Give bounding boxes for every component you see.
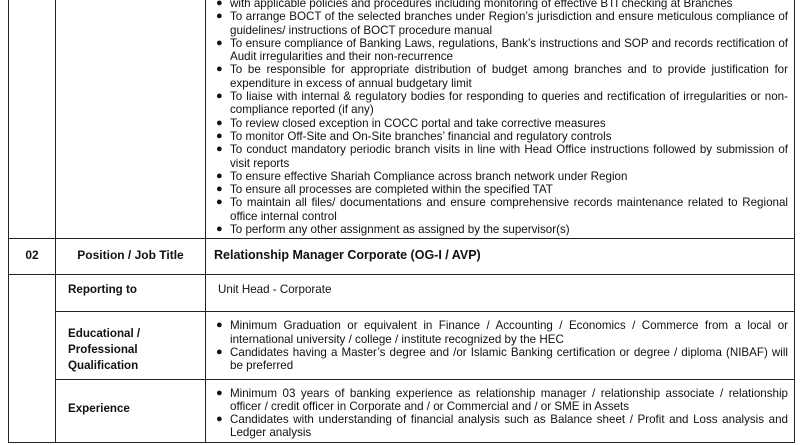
reporting-label: Reporting to — [56, 275, 206, 312]
reporting-value: Unit Head - Corporate — [206, 275, 795, 312]
bullet-text: To monitor Off-Site and On-Site branches’ financial and regulatory controls — [230, 129, 612, 143]
empty-number-cell-merged — [9, 275, 56, 442]
experience-list — [206, 380, 794, 442]
job-advert-table-page — [8, 0, 794, 443]
education-label-line: Qualification — [68, 359, 139, 373]
bullet-dot-icon: ● — [216, 319, 223, 332]
bullet-dot-icon: ● — [216, 116, 223, 129]
bullet-item — [216, 37, 788, 64]
bullet-text: Minimum 03 years of banking experience as relationship manager / relationship associate / relationship officer / credit officer in Corporate and / or Commercial and / or SME in Assets — [230, 386, 788, 413]
bullet-text: To ensure effective Shariah Compliance across branch network under Region — [230, 169, 628, 183]
education-cell — [206, 312, 795, 379]
bullet-dot-icon: ● — [216, 223, 223, 236]
bullet-dot-icon: ● — [216, 143, 223, 156]
bullet-item — [216, 319, 788, 346]
bullet-dot-icon: ● — [216, 90, 223, 103]
position-row — [9, 239, 795, 275]
bullet-dot-icon: ● — [216, 63, 223, 76]
bullet-item — [216, 387, 788, 414]
bullet-dot-icon: ● — [216, 183, 223, 196]
bullet-dot-icon: ● — [216, 386, 223, 399]
bullet-item — [216, 413, 788, 440]
bullet-text: To perform any other assignment as assigned by the supervisor(s) — [230, 223, 570, 237]
experience-cell — [206, 379, 795, 442]
bullet-item — [216, 10, 788, 37]
bullet-dot-icon: ● — [216, 36, 223, 49]
bullet-text: Minimum Graduation or equivalent in Finance / Accounting / Economics / Commerce from a local or international university / college / institute recognized by the HEC — [230, 319, 788, 346]
bullet-text: Candidates with understanding of financial analysis such as Balance sheet / Profit and Loss analysis and Ledger analysis — [230, 413, 788, 440]
bullet-dot-icon: ● — [216, 169, 223, 182]
job-advert-table — [8, 0, 795, 443]
position-number: 02 — [9, 239, 56, 275]
position-title: Relationship Manager Corporate (OG-I / AVP) — [206, 239, 795, 275]
education-list — [206, 312, 794, 378]
experience-label: Experience — [56, 379, 206, 442]
bullet-text: To maintain all files/ documentations and ensure comprehensive records maintenance related to Regional office internal control — [230, 196, 788, 223]
bullet-item — [216, 143, 788, 170]
responsibilities-row — [9, 0, 795, 239]
position-label: Position / Job Title — [56, 239, 206, 275]
empty-label-cell — [56, 0, 206, 239]
bullet-text: To ensure all processes are completed within the specified TAT — [230, 183, 553, 197]
experience-row — [9, 379, 795, 442]
bullet-item — [216, 117, 788, 130]
education-label-line: Professional — [68, 343, 138, 357]
bullet-text: To conduct mandatory periodic branch visits in line with Head Office instructions followed by submission of visit reports — [230, 143, 788, 170]
bullet-dot-icon: ● — [216, 129, 223, 142]
bullet-text: To liaise with internal & regulatory bodies for responding to queries and rectification of irregularities or non-compliance reported (if any) — [230, 90, 788, 117]
bullet-item — [216, 346, 788, 373]
bullet-item — [216, 130, 788, 143]
bullet-text: with applicable policies and procedures including monitoring of effective BTI checking at Branches — [230, 0, 733, 10]
bullet-dot-icon: ● — [216, 196, 223, 209]
bullet-text: Candidates having a Master’s degree and /or Islamic Banking certification or degree / diploma (NIBAF) will be preferred — [230, 345, 788, 373]
empty-number-cell — [9, 0, 56, 239]
education-label-line: Educational / — [68, 327, 141, 341]
bullet-dot-icon: ● — [216, 0, 223, 9]
bullet-dot-icon: ● — [216, 10, 223, 23]
bullet-item — [216, 0, 788, 10]
bullet-text: To ensure compliance of Banking Laws, regulations, Bank’s instructions and SOP and records rectification of Audit irregularities and their non-recurrence — [230, 36, 788, 64]
bullet-item — [216, 90, 788, 117]
reporting-row — [9, 275, 795, 312]
bullet-item — [216, 223, 788, 236]
responsibilities-list — [206, 0, 794, 238]
bullet-dot-icon: ● — [216, 345, 223, 358]
education-label — [56, 312, 206, 379]
education-row — [9, 312, 795, 379]
bullet-item — [216, 196, 788, 223]
bullet-dot-icon: ● — [216, 413, 223, 426]
bullet-text: To arrange BOCT of the selected branches under Region’s jurisdiction and ensure meticulous compliance of guidelines/ instructions of BOCT procedure manual — [230, 10, 788, 37]
bullet-text: To review closed exception in COCC portal and take corrective measures — [230, 116, 606, 130]
bullet-item — [216, 170, 788, 183]
responsibilities-cell — [206, 0, 795, 239]
bullet-text: To be responsible for appropriate distribution of budget among branches and to provide justification for expenditure in excess of annual budgetary limit — [230, 63, 788, 90]
bullet-item — [216, 63, 788, 90]
bullet-item — [216, 183, 788, 196]
